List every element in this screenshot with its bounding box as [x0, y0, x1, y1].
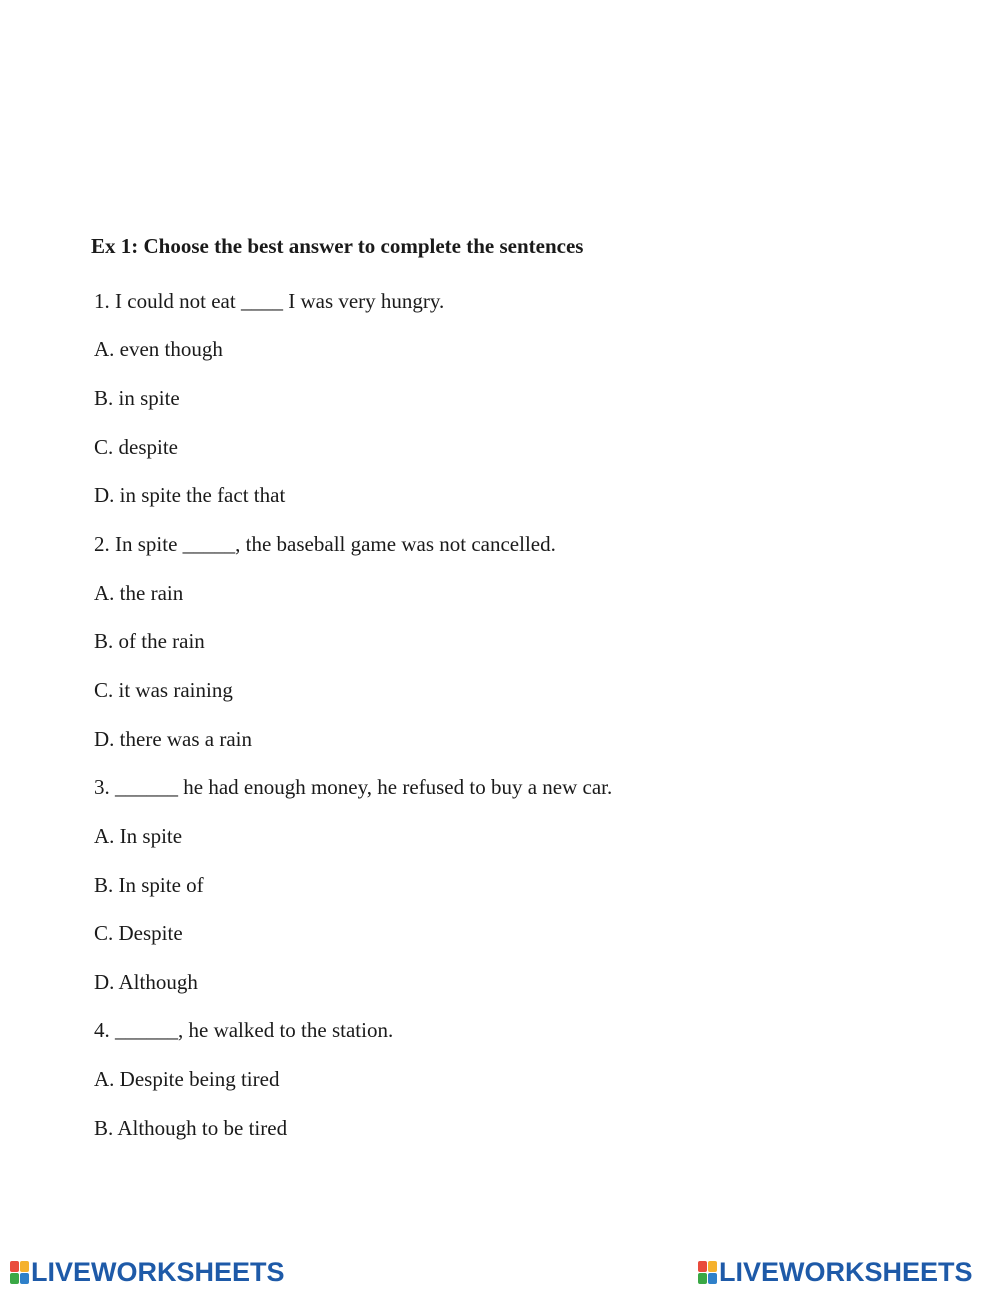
question-3-option-d: D. Although [94, 970, 198, 994]
question-4-option-a: A. Despite being tired [94, 1067, 280, 1091]
question-3-option-a: A. In spite [94, 824, 183, 848]
question-1-option-b: B. in spite [94, 386, 180, 410]
liveworksheets-logo-icon [698, 1261, 717, 1284]
question-3-option-c: C. Despite [94, 921, 183, 945]
question-3: 3. ______ he had enough money, he refused to buy a new car. [94, 775, 613, 799]
question-2-option-a: A. the rain [94, 581, 184, 605]
question-2-option-b: B. of the rain [94, 629, 205, 653]
question-1: 1. I could not eat ____ I was very hungry. [94, 289, 445, 313]
liveworksheets-logo-icon [10, 1261, 29, 1284]
logo-text: LIVEWORKSHEETS [31, 1256, 285, 1287]
question-1-option-c: C. despite [94, 435, 178, 459]
question-2-option-d: D. there was a rain [94, 727, 253, 751]
liveworksheets-logo-left [10, 1257, 285, 1287]
question-2-option-c: C. it was raining [94, 678, 233, 702]
question-4-option-b: B. Although to be tired [94, 1116, 288, 1140]
question-1-option-d: D. in spite the fact that [94, 483, 286, 507]
question-4: 4. ______, he walked to the station. [94, 1018, 394, 1042]
liveworksheets-logo-right [698, 1257, 973, 1287]
question-3-option-b: B. In spite of [94, 873, 204, 897]
question-1-option-a: A. even though [94, 337, 223, 361]
question-2: 2. In spite _____, the baseball game was not cancelled. [94, 532, 556, 556]
logo-text: LIVEWORKSHEETS [719, 1256, 973, 1287]
exercise-title: Ex 1: Choose the best answer to complete the sentences [91, 234, 584, 258]
